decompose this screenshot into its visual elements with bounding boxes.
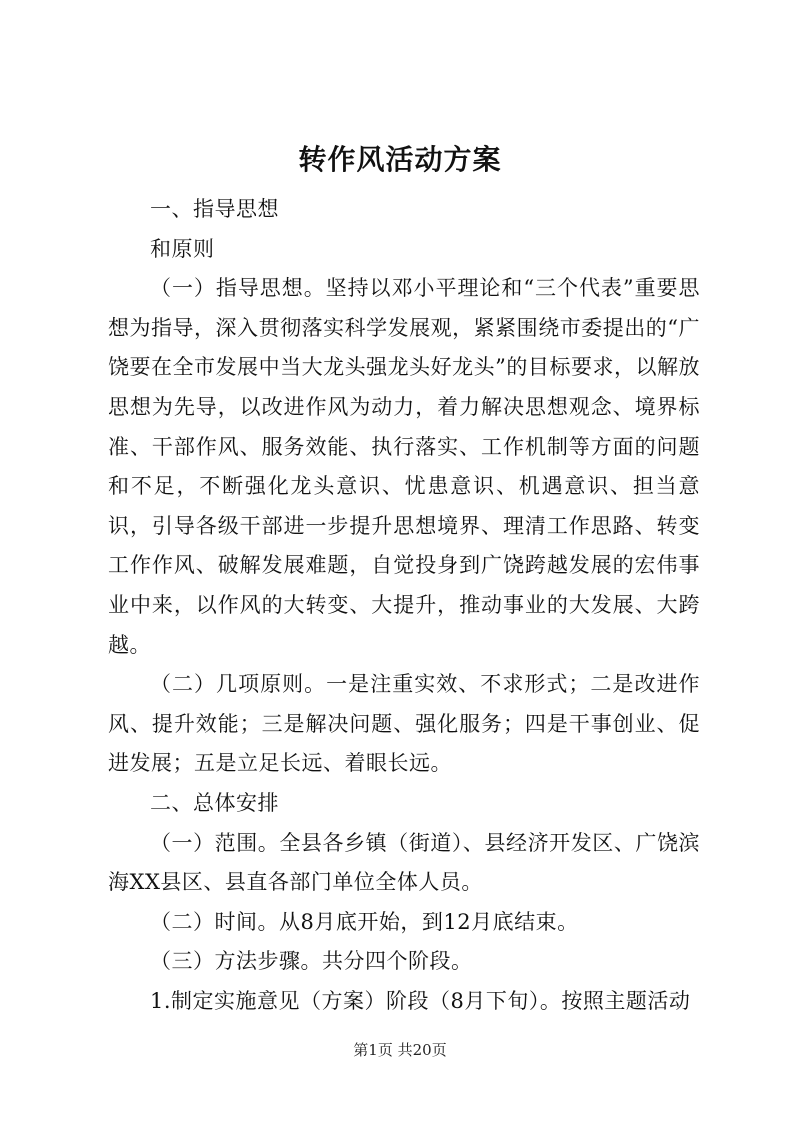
document-title: 转作风活动方案 <box>298 143 502 176</box>
section-heading-guiding-thought: 一、指导思想 <box>150 197 279 221</box>
paragraph-time: （二）时间。从8月底开始，到12月底结束。 <box>150 909 579 934</box>
paragraph-method-steps: （三）方法步骤。共分四个阶段。 <box>150 949 473 974</box>
page-number-footer: 第1页 共20页 <box>353 1041 447 1059</box>
paragraph-principles: （二）几项原则。一是注重实效、不求形式；二是改进作风、提升效能；三是解决问题、强化服务；四是干事创业、促进发展；五是立足长远、着眼长远。 <box>108 672 700 776</box>
document-body <box>108 190 700 1021</box>
paragraph-guiding-thought: （一）指导思想。坚持以邓小平理论和“三个代表”重要思想为指导，深入贯彻落实科学发展观，紧紧围绕市委提出的“广饶要在全市发展中当大龙头强龙头好龙头”的目标要求，以解放思想为先导，以改进作风为动力，着力解决思想观念、境界标准、干部作风、服务效能、执行落实、工作机制等方面的问题和不足，不断强化龙头意识、忧患意识、机遇意识、担当意识，引导各级干部进一步提升思想境界、理清工作思路、转变工作作风、破解发展难题，自觉投身到广饶跨越发展的宏伟事业中来，以作风的大转变、大提升，推动事业的大发展、大跨越。 <box>108 276 700 657</box>
section-heading-principles: 和原则 <box>150 236 215 261</box>
paragraph-stage-one: 1.制定实施意见（方案）阶段（8月下旬）。按照主题活动 <box>150 988 691 1013</box>
section-heading-overall-arrangement: 二、总体安排 <box>150 790 279 815</box>
paragraph-scope: （一）范围。全县各乡镇（街道）、县经济开发区、广饶滨海XX县区、县直各部门单位全体人员。 <box>108 830 700 895</box>
